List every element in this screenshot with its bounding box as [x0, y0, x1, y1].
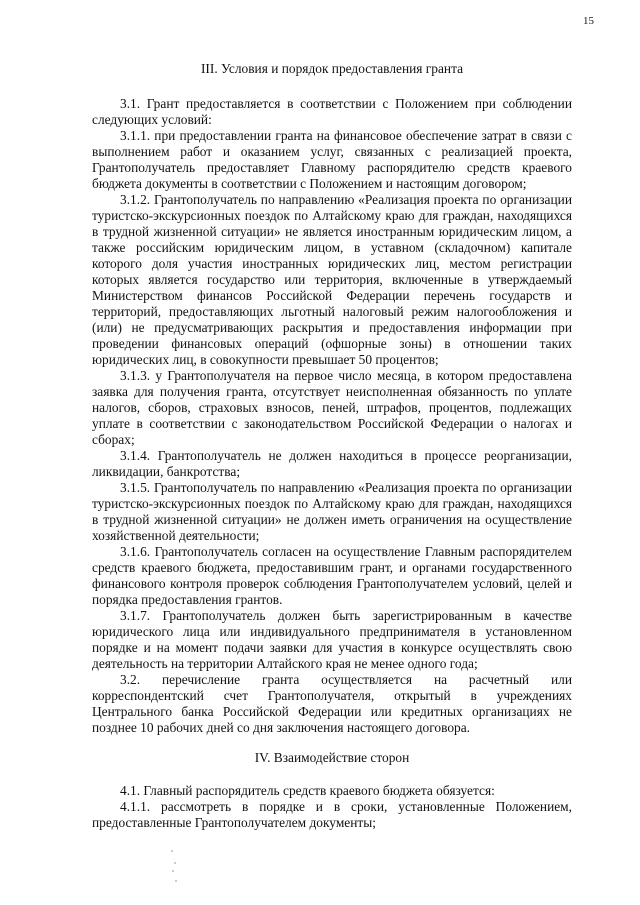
clause-3-1-7: 3.1.7. Грантополучатель должен быть зарегистрированным в качестве юридического лица или индивидуального предпринимателя в установленном порядке и на момент подачи заявки для участия в конкурсе осуществлять свою деятельность на территории Алтайского края не менее одного года;: [92, 608, 572, 671]
clause-3-1-1: 3.1.1. при предоставлении гранта на финансовое обеспечение затрат в связи с выполнением работ и оказанием услуг, связанных с реализацией проекта, Грантополучатель предоставляет Главному распорядителю средств краевого бюджета документы в соответствии с Положением и настоящим договором;: [92, 128, 572, 191]
clause-3-1-3: 3.1.3. у Грантополучателя на первое число месяца, в котором предоставлена заявка для получения гранта, отсутствует неисполненная обязанность по уплате налогов, сборов, страховых взносов, пеней, штрафов, процентов, подлежащих уплате в соответствии с законодательством Российской Федерации о налогах и сборах;: [92, 368, 572, 447]
clause-3-1: 3.1. Грант предоставляется в соответствии с Положением при соблюдении следующих условий:: [92, 96, 572, 127]
section-3-body: [92, 96, 572, 736]
clause-4-1-1: 4.1.1. рассмотреть в порядке и в сроки, установленные Положением, предоставленные Грантополучателем документы;: [92, 799, 572, 830]
clause-3-2: 3.2. перечисление гранта осуществляется на расчетный или корреспондентский счет Грантополучателя, открытый в учреждениях Центрального банка Российской Федерации или кредитных организациях не позднее 10 рабочих дней со дня заключения настоящего договора.: [92, 672, 572, 735]
clause-3-1-5: 3.1.5. Грантополучатель по направлению «Реализация проекта по организации туристско-экскурсионных поездок по Алтайскому краю для граждан, находящихся в трудной жизненной ситуации» не должен иметь ограничения на осуществление хозяйственной деятельности;: [92, 480, 572, 543]
clause-3-1-4: 3.1.4. Грантополучатель не должен находиться в процессе реорганизации, ликвидации, банкротства;: [92, 448, 572, 479]
clause-3-1-2: 3.1.2. Грантополучатель по направлению «Реализация проекта по организации туристско-экскурсионных поездок по Алтайскому краю для граждан, находящихся в трудной жизненной ситуации» не является иностранным юридическим лицом, а также российским юридическим лицом, в уставном (складочном) капитале которого доля участия иностранных юридических лиц, местом регистрации которых является государство или территория, включенные в утверждаемый Министерством финансов Российской Федерации перечень государств и территорий, предоставляющих льготный налоговый режим налогообложения и (или) не предусматривающих раскрытия и предоставления информации при проведении финансовых операций (офшорные зоны) в отношении таких юридических лиц, в совокупности превышает 50 процентов;: [92, 192, 572, 367]
section-4-body: [92, 783, 572, 831]
clause-3-1-6: 3.1.6. Грантополучатель согласен на осуществление Главным распорядителем средств краевого бюджета, предоставившим грант, и органами государственного финансового контроля проверок соблюдения Грантополучателем условий, целей и порядка предоставления грантов.: [92, 544, 572, 607]
section-4-title: IV. Взаимодействие сторон: [254, 750, 410, 765]
page-number: 15: [583, 15, 594, 27]
section-3-title: III. Условия и порядок предоставления гранта: [200, 61, 464, 76]
scan-specks: [168, 848, 180, 884]
clause-4-1: 4.1. Главный распорядитель средств краевого бюджета обязуется:: [120, 783, 495, 798]
